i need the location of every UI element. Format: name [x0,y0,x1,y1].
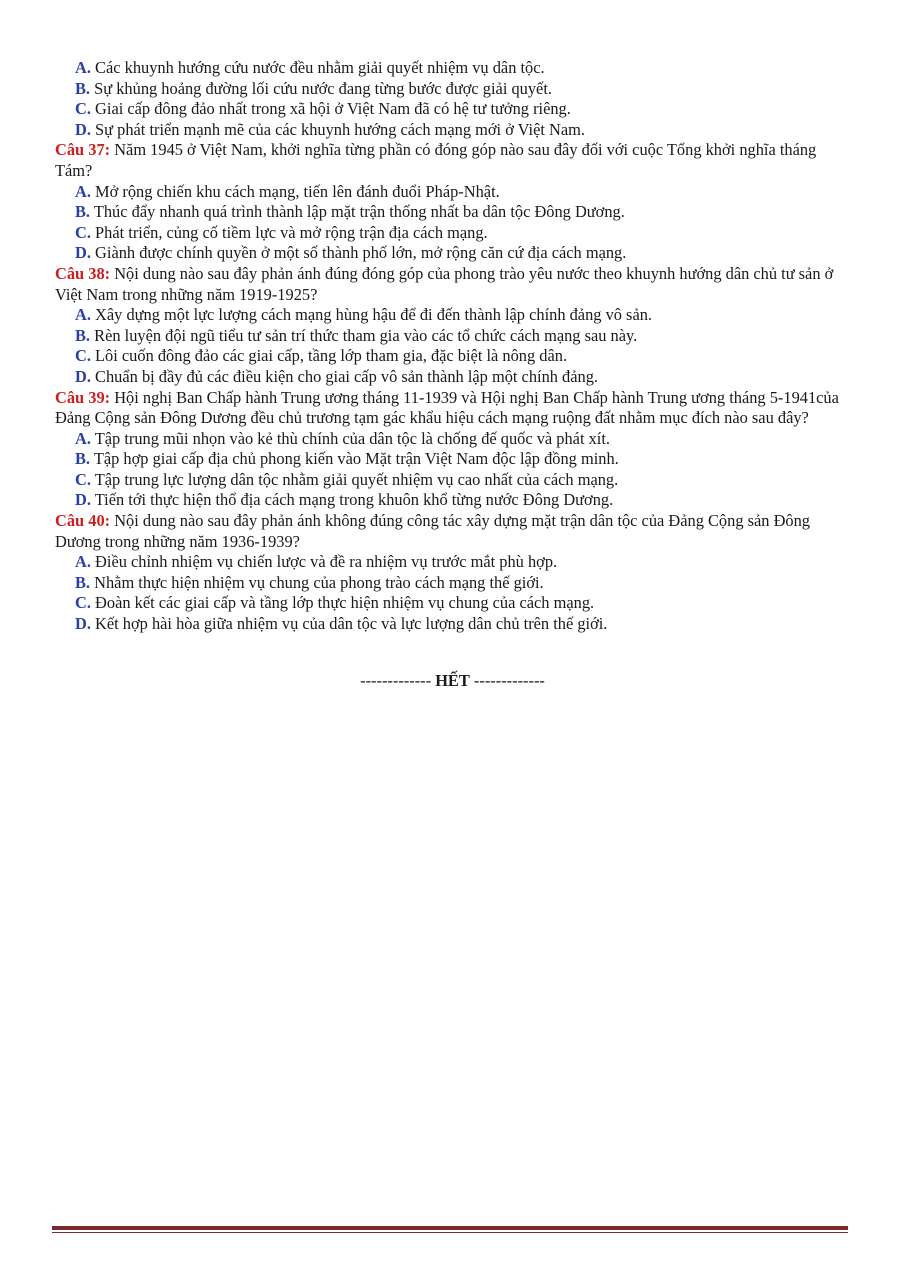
answer-option [55,202,850,223]
answer-text: Các khuynh hướng cứu nước đều nhằm giải quyết nhiệm vụ dân tộc. [95,58,545,77]
answer-text: Xây dựng một lực lượng cách mạng hùng hậu để đi đến thành lập chính đảng vô sản. [95,305,653,325]
answer-key: D. [75,119,91,139]
answer-text: Giành được chính quyền ở một số thành phố lớn, mở rộng căn cứ địa cách mạng. [95,243,627,263]
answer-key: B. [75,572,91,592]
end-dashes-left: ------------- [360,670,432,690]
question-block [55,264,850,388]
answer-text: Chuẩn bị đầy đủ các điều kiện cho giai cấp vô sản thành lập một chính đảng. [95,366,599,386]
page-content [55,58,850,691]
question-block [55,388,850,512]
question-number: Câu 39: [55,387,111,407]
answer-text: Giai cấp đông đảo nhất trong xã hội ở Việt Nam đã có hệ tư tưởng riêng. [95,99,571,119]
end-marker [55,671,850,692]
question-block [55,140,850,264]
answer-option [55,223,850,244]
answer-option [55,243,850,264]
answer-option [55,305,850,326]
answer-key: A. [75,58,91,77]
answer-key: B. [75,202,91,222]
answer-text: Điều chỉnh nhiệm vụ chiến lược và đề ra nhiệm vụ trước mắt phù hợp. [95,552,558,572]
question-text: Nội dung nào sau đây phản ánh không đúng công tác xây dựng mặt trận dân tộc của Đảng Cộng sản Đông Dương trong những năm 1936-1939? [55,511,810,551]
answer-option [55,99,850,120]
question-stem [55,140,850,181]
answer-option [55,593,850,614]
question-block [55,511,850,635]
answer-option [55,614,850,635]
answer-key: A. [75,552,91,572]
answer-key: C. [75,99,91,119]
answer-key: C. [75,222,91,242]
question-text: Năm 1945 ở Việt Nam, khởi nghĩa từng phần có đóng góp nào sau đây đối với cuộc Tổng khởi nghĩa tháng Tám? [55,140,817,180]
answer-key: B. [75,325,91,345]
answer-option [55,79,850,100]
question-text: Hội nghị Ban Chấp hành Trung ương tháng 11-1939 và Hội nghị Ban Chấp hành Trung ương tháng 5-1941của Đảng Cộng sản Đông Dương đều chủ trương tạm gác khẩu hiệu cách mạng ruộng đất nhằm mục đích nào sau đây? [55,387,839,428]
answer-text: Nhằm thực hiện nhiệm vụ chung của phong trào cách mạng thế giới. [94,572,544,592]
answer-option [55,552,850,573]
answer-key: C. [75,593,91,613]
footer-rule-thin [52,1232,848,1233]
question-number: Câu 37: [55,140,111,160]
answer-text: Lôi cuốn đông đảo các giai cấp, tầng lớp tham gia, đặc biệt là nông dân. [95,346,568,366]
answer-key: D. [75,366,91,386]
answer-key: C. [75,469,91,489]
end-dashes-right: ------------- [473,670,545,690]
question-text: Nội dung nào sau đây phản ánh đúng đóng góp của phong trào yêu nước theo khuynh hướng dân chủ tư sản ở Việt Nam trong những năm 1919-1925? [55,263,834,304]
answer-text: Tiến tới thực hiện thổ địa cách mạng trong khuôn khổ từng nước Đông Dương. [94,490,614,510]
answer-key: B. [75,449,91,469]
answer-key: A. [75,181,91,201]
answer-key: A. [75,428,91,448]
answer-option [55,326,850,347]
answer-text: Rèn luyện đội ngũ tiểu tư sản trí thức tham gia vào các tổ chức cách mạng sau này. [94,325,638,345]
end-label: HẾT [435,670,470,690]
answer-text: Tập hợp giai cấp địa chủ phong kiến vào Mặt trận Việt Nam độc lập đồng minh. [93,449,619,469]
answer-key: D. [75,243,91,263]
answer-option [55,429,850,450]
answer-text: Đoàn kết các giai cấp và tầng lớp thực hiện nhiệm vụ chung của cách mạng. [95,593,595,613]
answer-text: Phát triển, củng cố tiềm lực và mở rộng trận địa cách mạng. [95,222,488,242]
answer-key: D. [75,490,91,510]
answer-option [55,58,850,79]
answer-option [55,367,850,388]
answer-text: Kết hợp hài hòa giữa nhiệm vụ của dân tộc và lực lượng dân chủ trên thế giới. [95,614,608,634]
answer-key: B. [75,78,91,98]
answer-option [55,449,850,470]
question-stem [55,511,850,552]
answer-text: Sự khủng hoảng đường lối cứu nước đang từng bước được giải quyết. [94,78,552,98]
question-stem [55,264,850,305]
answer-text: Mở rộng chiến khu cách mạng, tiến lên đánh đuổi Pháp-Nhật. [95,181,500,201]
answer-text: Thúc đẩy nhanh quá trình thành lập mặt trận thống nhất ba dân tộc Đông Dương. [93,202,625,222]
question-number: Câu 40: [55,511,111,531]
answer-option [55,182,850,203]
answer-option [55,470,850,491]
answer-text: Tập trung lực lượng dân tộc nhằm giải quyết nhiệm vụ cao nhất của cách mạng. [94,469,619,489]
answer-text: Tập trung mũi nhọn vào kẻ thù chính của dân tộc là chống đế quốc và phát xít. [94,428,611,448]
answer-option [55,346,850,367]
answer-option [55,573,850,594]
footer-rule [52,1226,848,1230]
answer-key: D. [75,614,91,634]
answers-previous-question [55,58,850,140]
answer-option [55,120,850,141]
answer-key: A. [75,305,91,325]
answer-key: C. [75,346,91,366]
question-stem [55,388,850,429]
answer-text: Sự phát triển mạnh mẽ của các khuynh hướng cách mạng mới ở Việt Nam. [95,119,585,139]
answer-option [55,490,850,511]
question-number: Câu 38: [55,263,111,283]
